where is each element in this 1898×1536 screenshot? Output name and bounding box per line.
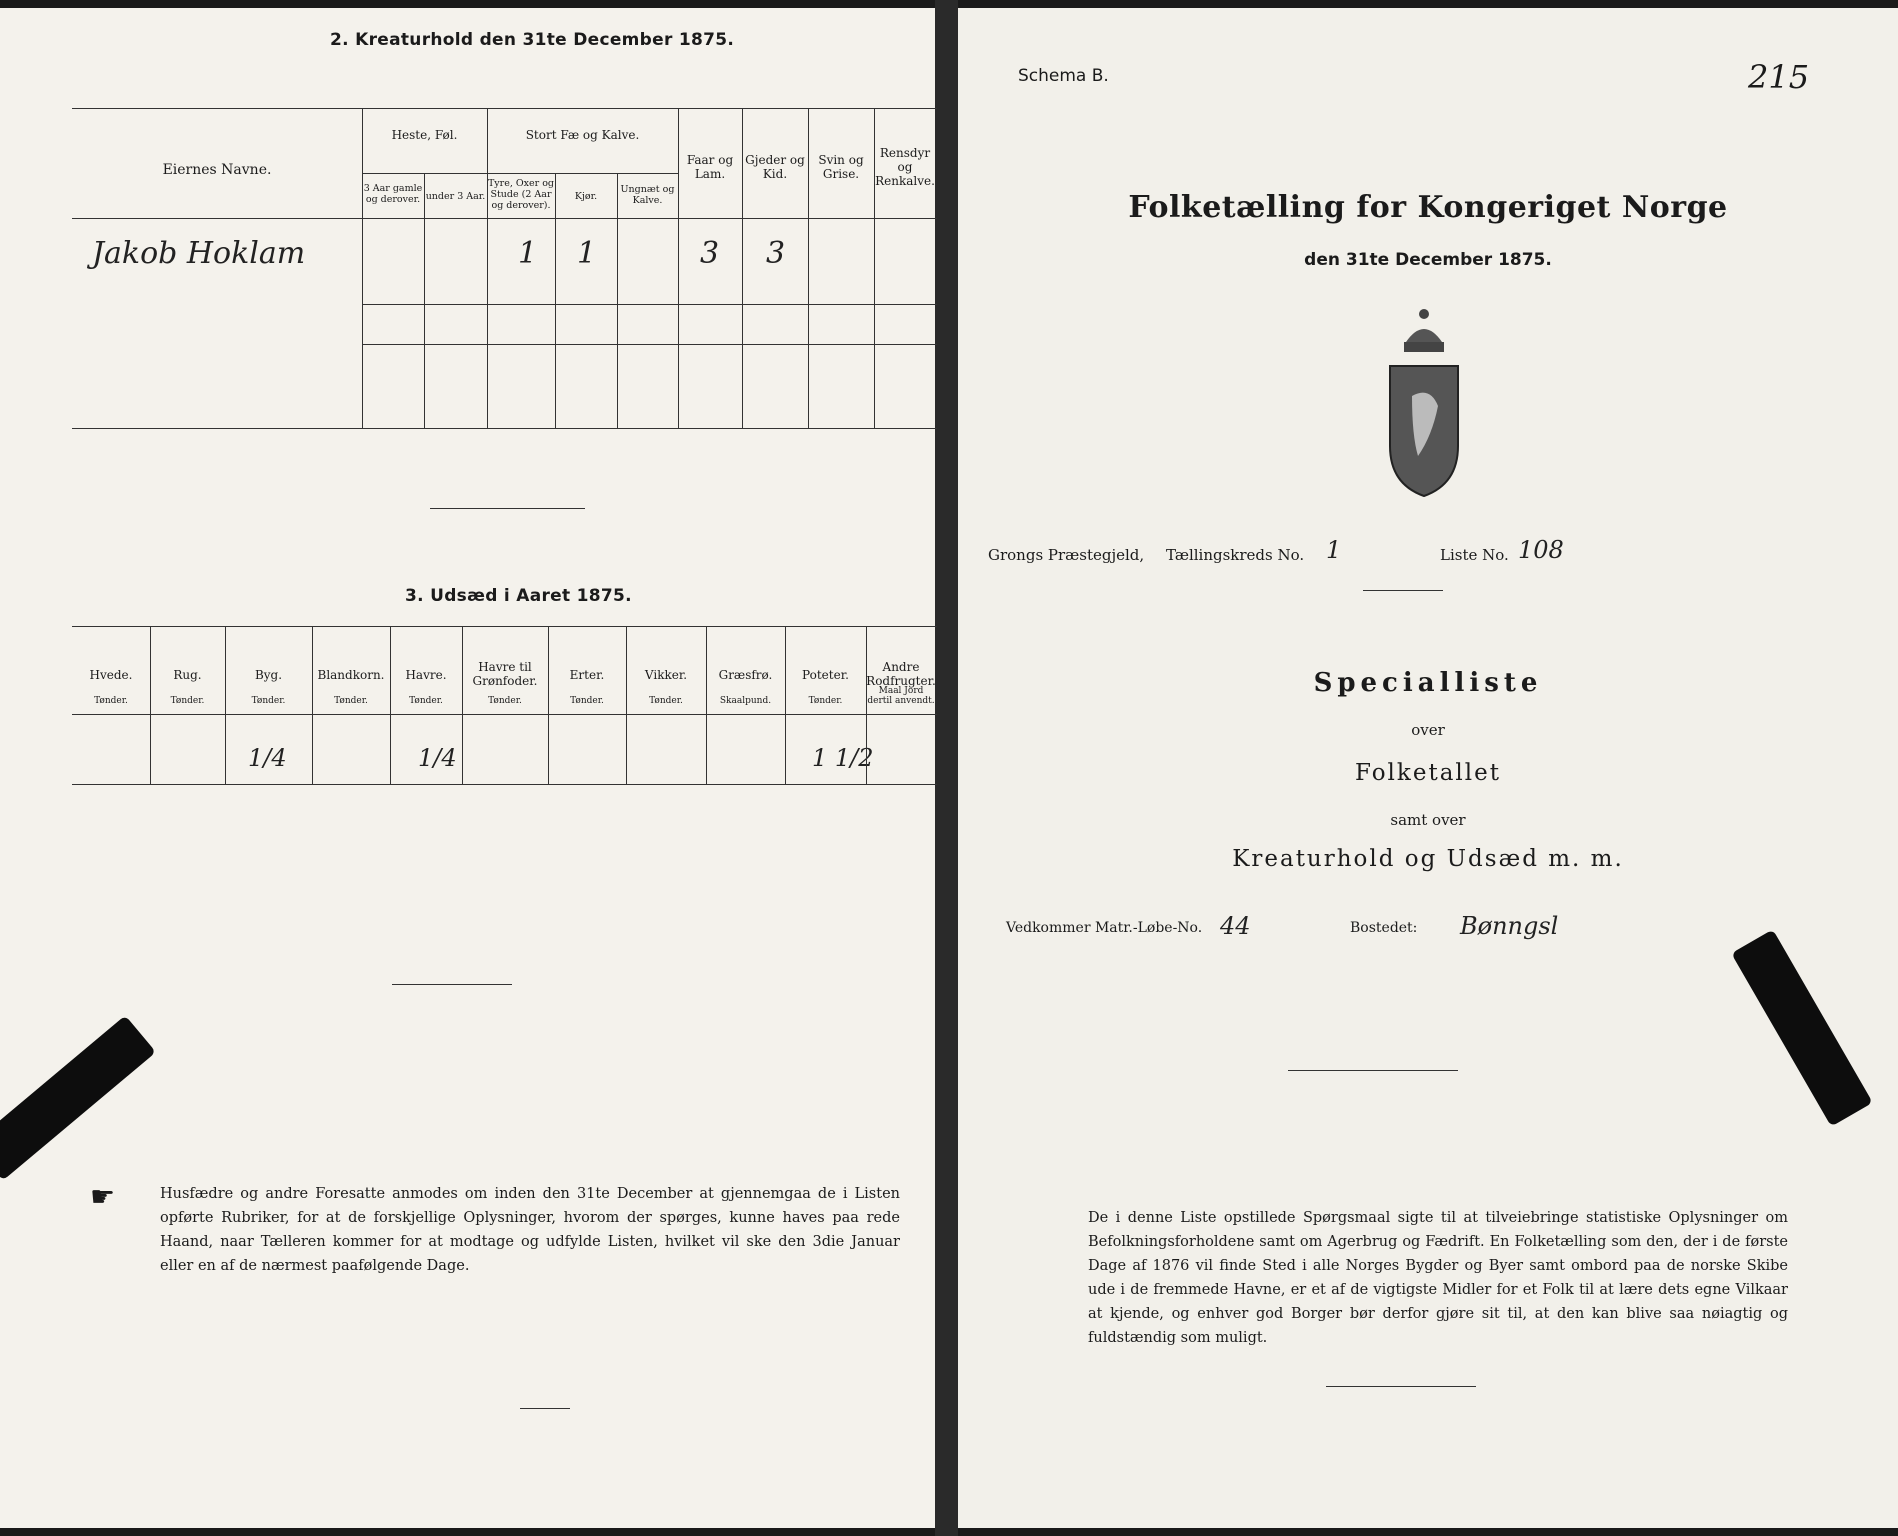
owners-header: Eiernes Navne. — [162, 162, 272, 178]
notice-text: Husfædre og andre Foresatte anmodes om inden den 31te December at gjennemgaa de i Listen opførte Rubriker, for at de forskjellige Oplysninger, hvorom der spørges, kunne haves paa rede Haand, naar Tælleren kommer for at modtage og udfylde Listen, hvilket vil ske den 3die Januar eller en af de nærmest paafølgende Dage. — [160, 1186, 900, 1274]
book-gutter — [935, 0, 958, 1536]
separator — [1363, 590, 1443, 591]
matr-label: Vedkommer Matr.-Løbe-No. — [1006, 920, 1203, 936]
crop-unit: Tønder. — [649, 696, 683, 706]
separator — [520, 1408, 570, 1409]
crop-header: Andre Rodfrugter. — [866, 660, 936, 688]
table-rule — [72, 714, 937, 715]
table-col-rule — [487, 108, 488, 428]
horse-col2-header: under 3 Aar. — [425, 191, 486, 202]
crop-unit: Tønder. — [808, 696, 843, 706]
crop-unit: Skaalpund. — [719, 696, 772, 706]
byg-value: 1/4 — [248, 744, 287, 772]
parish-label: Grongs Præstegjeld, — [988, 546, 1145, 564]
schema-label: Schema B. — [1018, 66, 1109, 86]
crop-header: Erter. — [569, 668, 605, 682]
over-text: over — [1411, 721, 1445, 739]
sheep-header: Faar og Lam. — [686, 153, 734, 181]
separator — [1288, 1070, 1458, 1071]
crop-unit: Tønder. — [570, 696, 604, 706]
district-value: 1 — [1326, 536, 1342, 564]
table-rule — [72, 428, 937, 429]
date-line: den 31te December 1875. — [1304, 250, 1552, 270]
info-paragraph: De i denne Liste opstillede Spørgsmaal sigte til at tilveiebringe statistiske Oplysninger om Befolkningsforholdene samt om Agerbrug og Fædrift. En Folketælling som den, der i de første Dage af 1876 vil finde Sted i alle Norges Bygder og Byer samt ombord paa de norske Skibe ude i de fremmede Havne, er et af de vigtigste Midler for et Folk til at lære dets egne Vilkaar at kjende, og enhver god Borger bør derfor gjøre sit til, at den kan blive saa nøiagtig og fuldstændig som muligt. — [1088, 1210, 1788, 1346]
cattle-col2-header: Kjør. — [574, 191, 598, 202]
table-col-rule — [362, 108, 363, 428]
owner-name-handwritten: Jakob Hoklam — [92, 236, 306, 271]
table-rule — [72, 784, 937, 785]
horse-col1-header: 3 Aar gamle og derover. — [363, 183, 423, 205]
district-label: Tællingskreds No. — [1166, 546, 1305, 564]
havre-value: 1/4 — [418, 744, 457, 772]
crop-header: Vikker. — [644, 668, 688, 682]
left-page — [0, 8, 935, 1528]
binder-clip-left — [0, 1015, 156, 1180]
table-col-rule — [424, 173, 425, 428]
goats-value: 3 — [766, 236, 786, 271]
separator — [430, 508, 585, 509]
pig-header: Svin og Grise. — [818, 153, 864, 181]
list-value: 108 — [1518, 536, 1564, 564]
matr-value: 44 — [1220, 912, 1251, 940]
list-label: Liste No. — [1440, 546, 1509, 564]
crop-unit: Tønder. — [488, 696, 522, 706]
crop-unit: Tønder. — [334, 696, 368, 706]
table-rule — [362, 304, 937, 305]
crop-header: Havre til Grønfoder. — [472, 660, 538, 688]
crop-header: Hvede. — [89, 668, 133, 682]
sheep-value: 3 — [700, 236, 720, 271]
crop-header: Poteter. — [802, 668, 849, 682]
crop-header: Havre. — [405, 668, 447, 682]
separator — [392, 984, 512, 985]
reindeer-header: Rensdyr og Renkalve. — [875, 146, 935, 188]
crop-unit: Maal Jord dertil anvendt. — [867, 686, 935, 706]
cattle-cows-value: 1 — [577, 236, 597, 271]
page-number: 215 — [1748, 58, 1810, 96]
crop-header: Græsfrø. — [718, 668, 773, 682]
cattle-oxen-value: 1 — [518, 236, 538, 271]
crop-header: Blandkorn. — [317, 668, 385, 682]
crop-unit: Tønder. — [94, 696, 128, 706]
crop-unit: Tønder. — [409, 696, 443, 706]
crop-header: Rug. — [173, 668, 202, 682]
cattle-col1-header: Tyre, Oxer og Stude (2 Aar og derover). — [487, 178, 555, 211]
crop-unit: Tønder. — [170, 696, 205, 706]
kreaturhold-title: Kreaturhold og Udsæd m. m. — [1232, 846, 1624, 872]
table-col-rule — [555, 173, 556, 428]
poteter-value: 1 1/2 — [812, 744, 874, 772]
goat-header: Gjeder og Kid. — [745, 153, 805, 181]
main-title: Folketælling for Kongeriget Norge — [1128, 190, 1728, 225]
section2-title: 2. Kreaturhold den 31te December 1875. — [330, 30, 735, 50]
samt-over-text: samt over — [1390, 811, 1466, 829]
section3-title: 3. Udsæd i Aaret 1875. — [405, 586, 632, 606]
bostedet-label: Bostedet: — [1350, 920, 1418, 936]
specialliste-title: Specialliste — [1313, 668, 1543, 698]
coat-of-arms-icon — [1382, 306, 1466, 498]
cattle-col3-header: Ungnæt og Kalve. — [620, 184, 675, 206]
right-page — [958, 8, 1898, 1528]
table-col-rule — [617, 173, 618, 428]
cattle-group-header: Stort Fæ og Kalve. — [525, 128, 640, 142]
pointing-hand-icon: ☛ — [90, 1180, 116, 1213]
crop-header: Byg. — [254, 668, 283, 682]
bostedet-value: Bønngsl — [1460, 912, 1559, 940]
table-rule — [362, 344, 937, 345]
folketallet-title: Folketallet — [1355, 760, 1501, 786]
binder-clip-right — [1731, 929, 1873, 1126]
table-rule — [72, 626, 937, 627]
crop-unit: Tønder. — [251, 696, 286, 706]
horse-group-header: Heste, Føl. — [391, 128, 458, 142]
table-rule — [362, 173, 678, 174]
separator — [1326, 1386, 1476, 1387]
